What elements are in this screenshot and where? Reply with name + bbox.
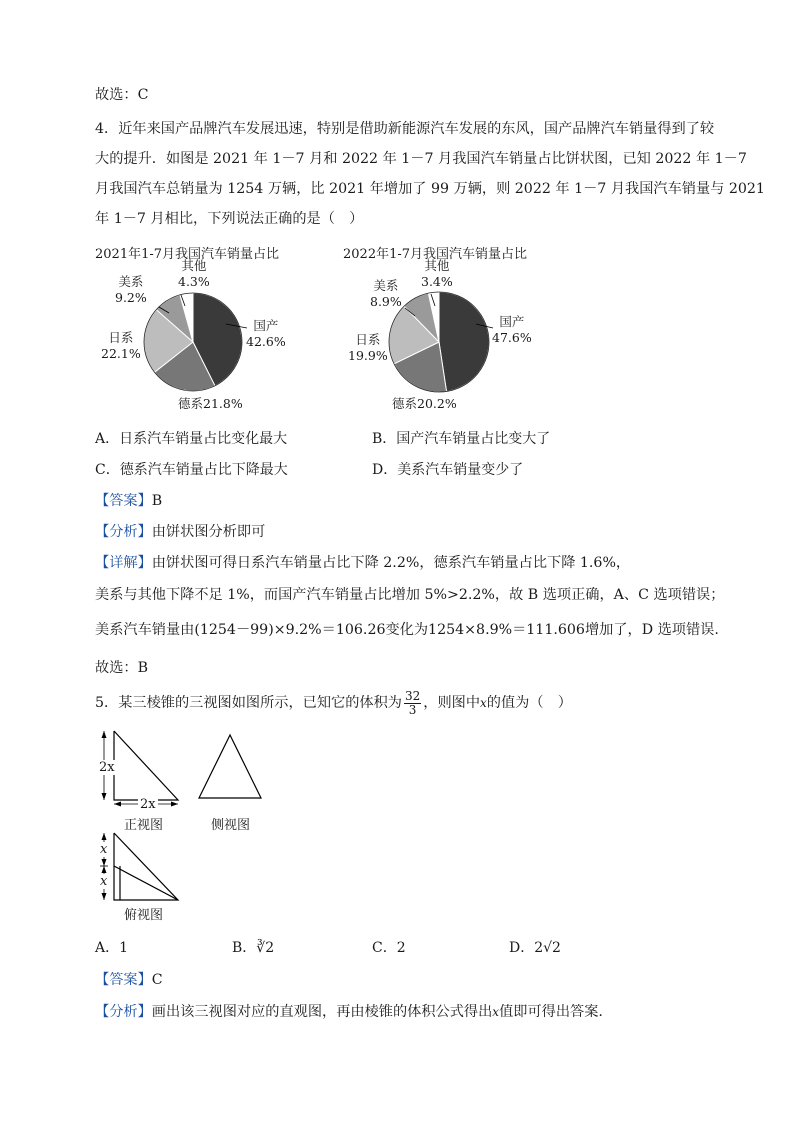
q4-stem-line-3: 月我国汽车总销量为 1254 万辆，比 2021 年增加了 99 万辆，则 2022 年 1－7 月我国汽车销量与 2021 xyxy=(95,181,765,197)
q4-detail-1: 【详解】由饼状图可得日系汽车销量占比下降 2.2%，德系汽车销量占比下降 1.6%， xyxy=(95,555,631,571)
q5-option-a[interactable]: A．1 xyxy=(95,940,129,956)
q4-option-c[interactable]: C．德系汽车销量占比下降最大 xyxy=(95,462,288,478)
q5-answer: 【答案】C xyxy=(95,972,163,988)
top-view-caption: 俯视图 xyxy=(124,908,164,923)
pie-2022-label-de: 德系20.2% xyxy=(392,396,457,411)
previous-answer: 故选：C xyxy=(95,87,149,103)
pie-2021-slices xyxy=(144,293,242,391)
q4-option-d[interactable]: D．美系汽车销量变少了 xyxy=(372,462,524,478)
q4-conclusion: 故选：B xyxy=(95,660,148,676)
side-view-caption: 侧视图 xyxy=(211,818,251,833)
q5-stem: 5．某三棱锥的三视图如图所示，已知它的体积为 $\frac{32}{3}$ ，则图中x的值为（ ） xyxy=(95,688,572,717)
front-width-label: 2x xyxy=(140,797,156,812)
q4-detail-2: 美系与其他下降不足 1%，而国产汽车销量占比增加 5%>2.2%，故 B 选项正确，A、C 选项错误； xyxy=(95,587,725,603)
q4-stem-line-1: 4．近年来国产品牌汽车发展迅速，特别是借助新能源汽车发展的东风，国产品牌汽车销量得到了较 xyxy=(95,121,715,137)
volume-fraction: $\frac{32}{3}$ xyxy=(404,688,421,717)
pie-2021-label-other: 其他 4.3% xyxy=(178,258,210,289)
pie-2021-label-jp: 日系 22.1% xyxy=(101,330,141,361)
pie-2022-label-us: 美系 8.9% xyxy=(370,278,402,309)
q4-analysis: 【分析】由饼状图分析即可 xyxy=(95,524,266,540)
q4-stem-line-2: 大的提升．如图是 2021 年 1－7 月和 2022 年 1－7 月我国汽车销量占比饼状图，已知 2022 年 1－7 xyxy=(95,151,747,167)
pie-2021-label-us: 美系 9.2% xyxy=(115,274,147,305)
pie-2021-label-de: 德系21.8% xyxy=(178,396,243,411)
pie-2022-title: 2022年1-7月我国汽车销量占比 xyxy=(343,247,528,262)
q4-option-b[interactable]: B．国产汽车销量占比变大了 xyxy=(372,431,551,447)
front-view-caption: 正视图 xyxy=(124,818,164,833)
front-height-label: 2x xyxy=(99,760,115,775)
q5-option-d[interactable]: D．2√2 xyxy=(509,940,561,956)
pie-2021-title: 2021年1-7月我国汽车销量占比 xyxy=(95,247,280,262)
q4-stem-line-4: 年 1－7 月相比，下列说法正确的是（ ） xyxy=(95,211,364,227)
q5-analysis: 【分析】画出该三视图对应的直观图，再由棱锥的体积公式得出x值即可得出答案. xyxy=(95,1004,603,1020)
pie-2022-label-cn: 国产 47.6% xyxy=(492,314,532,345)
q4-option-a[interactable]: A．日系汽车销量占比变化最大 xyxy=(95,431,288,447)
q5-option-c[interactable]: C．2 xyxy=(372,940,406,956)
pie-slice-0 xyxy=(439,292,489,391)
top-x-label-1: x xyxy=(100,842,108,857)
pie-2022-label-other: 其他 3.4% xyxy=(421,258,453,289)
side-view-figure xyxy=(195,730,267,802)
q5-option-b[interactable]: B．∛2 xyxy=(232,940,275,956)
top-x-label-2: x xyxy=(100,874,108,889)
q4-answer: 【答案】B xyxy=(95,493,163,509)
pie-2021-label-cn: 国产 42.6% xyxy=(246,318,286,349)
top-view-figure xyxy=(96,830,186,904)
pie-2022-label-jp: 日系 19.9% xyxy=(348,332,388,363)
q4-detail-3: 美系汽车销量由(1254－99)×9.2%＝106.26变化为1254×8.9%＝111.606增加了，D 选项错误. xyxy=(95,622,719,638)
pie-2022-slices xyxy=(389,292,489,392)
